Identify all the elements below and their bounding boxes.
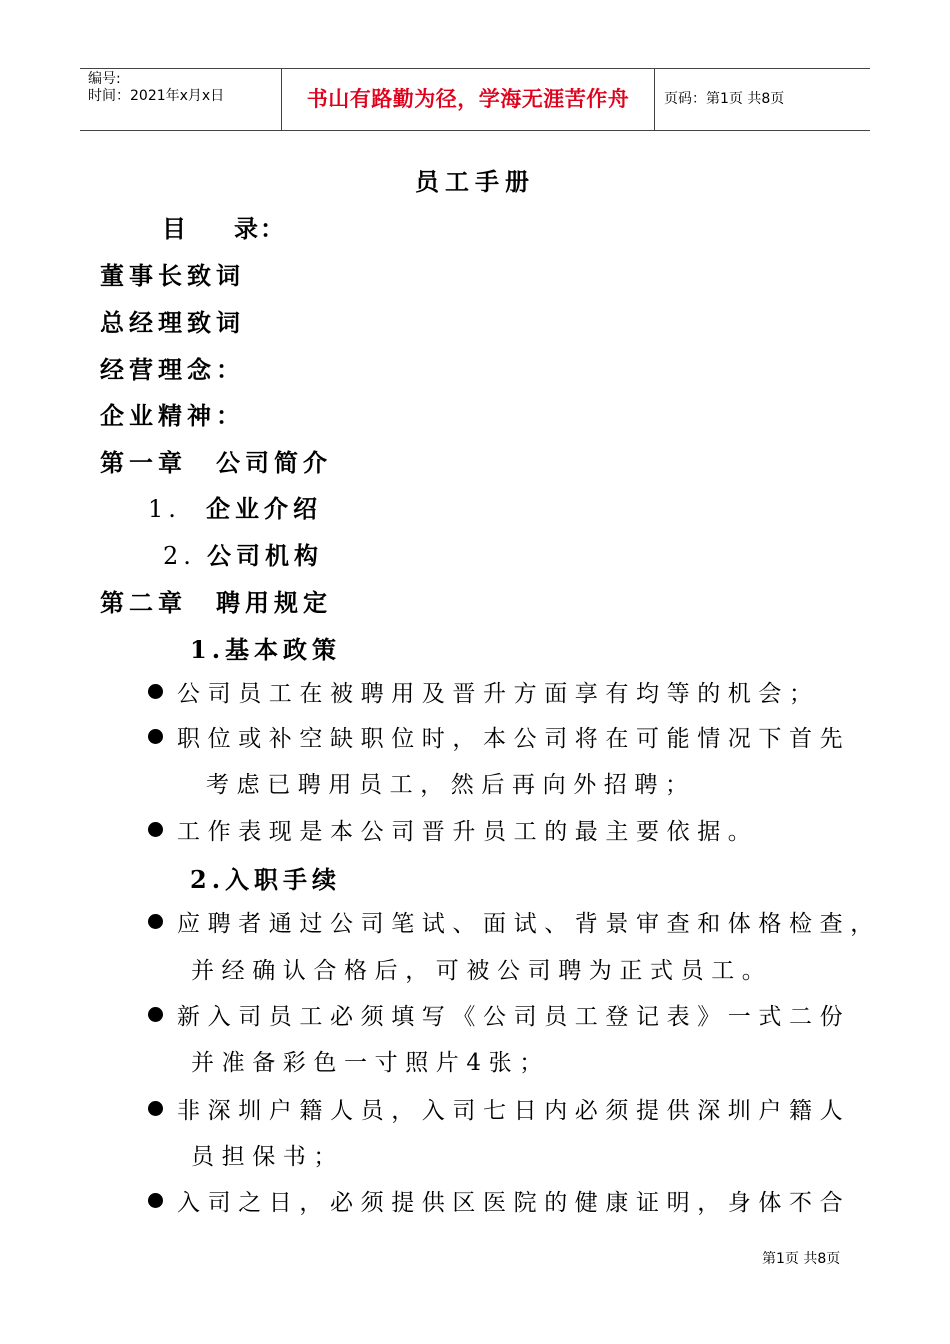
- sub-item: [163, 536, 323, 571]
- section-title: 2.入职手续: [190, 865, 342, 894]
- bullet-icon: [148, 684, 163, 699]
- sub-item-number: 2.: [163, 542, 196, 570]
- toc-item: 经营理念：: [100, 355, 245, 384]
- number-label: 编号:: [88, 71, 121, 87]
- header-meta: [88, 69, 278, 130]
- bullet-icon: [148, 914, 163, 929]
- paragraph-line: 应聘者通过公司笔试、面试、背景审查和体格检查，: [177, 911, 881, 937]
- section-title: 1.基本政策: [190, 635, 342, 664]
- paragraph-line: 非深圳户籍人员，入司七日内必须提供深圳户籍人: [177, 1098, 851, 1124]
- bullet-icon: [148, 729, 163, 744]
- sub-item-number: 1.: [148, 495, 181, 523]
- page-footer: 第1页 共8页: [762, 1251, 841, 1267]
- paragraph-line: 入司之日，必须提供区医院的健康证明，身体不合: [177, 1190, 851, 1216]
- toc-heading-right: 录：: [234, 214, 286, 243]
- header-motto: 书山有路勤为径，学海无涯苦作舟: [306, 87, 630, 111]
- chapter-title: 第二章 聘用规定: [100, 588, 332, 617]
- header-divider: [654, 69, 655, 130]
- toc-item: 董事长致词: [100, 261, 245, 290]
- sub-item: [148, 489, 322, 524]
- paragraph-line: 新入司员工必须填写《公司员工登记表》一式二份: [177, 1004, 851, 1030]
- toc-item: 企业精神：: [100, 401, 245, 430]
- toc-heading-left: 目: [162, 214, 188, 243]
- paragraph-line: 职位或补空缺职位时，本公司将在可能情况下首先: [177, 726, 851, 752]
- bullet-icon: [148, 1193, 163, 1208]
- chapter-title: 第一章 公司简介: [100, 448, 332, 477]
- paragraph-line: 公司员工在被聘用及晋升方面享有均等的机会；: [177, 681, 820, 707]
- page-header: [80, 68, 870, 131]
- paragraph-line: 并准备彩色一寸照片4张；: [191, 1050, 550, 1076]
- toc-heading: [162, 209, 286, 244]
- bullet-icon: [148, 1101, 163, 1116]
- date-label: 时间：2021年x月x日: [88, 88, 225, 104]
- paragraph-line: 并经确认合格后，可被公司聘为正式员工。: [191, 958, 773, 984]
- bullet-icon: [148, 1007, 163, 1022]
- document-title: 员工手册: [415, 167, 535, 196]
- bullet-icon: [148, 822, 163, 837]
- paragraph-line: 工作表现是本公司晋升员工的最主要依据。: [177, 819, 759, 845]
- header-page-info: 页码：第1页 共8页: [664, 91, 785, 107]
- paragraph-line: 员担保书；: [191, 1144, 344, 1170]
- sub-item-label: 公司机构: [207, 541, 323, 570]
- toc-item: 总经理致词: [100, 308, 245, 337]
- paragraph-line: 考虑已聘用员工，然后再向外招聘；: [206, 772, 696, 798]
- sub-item-label: 企业介绍: [206, 494, 322, 523]
